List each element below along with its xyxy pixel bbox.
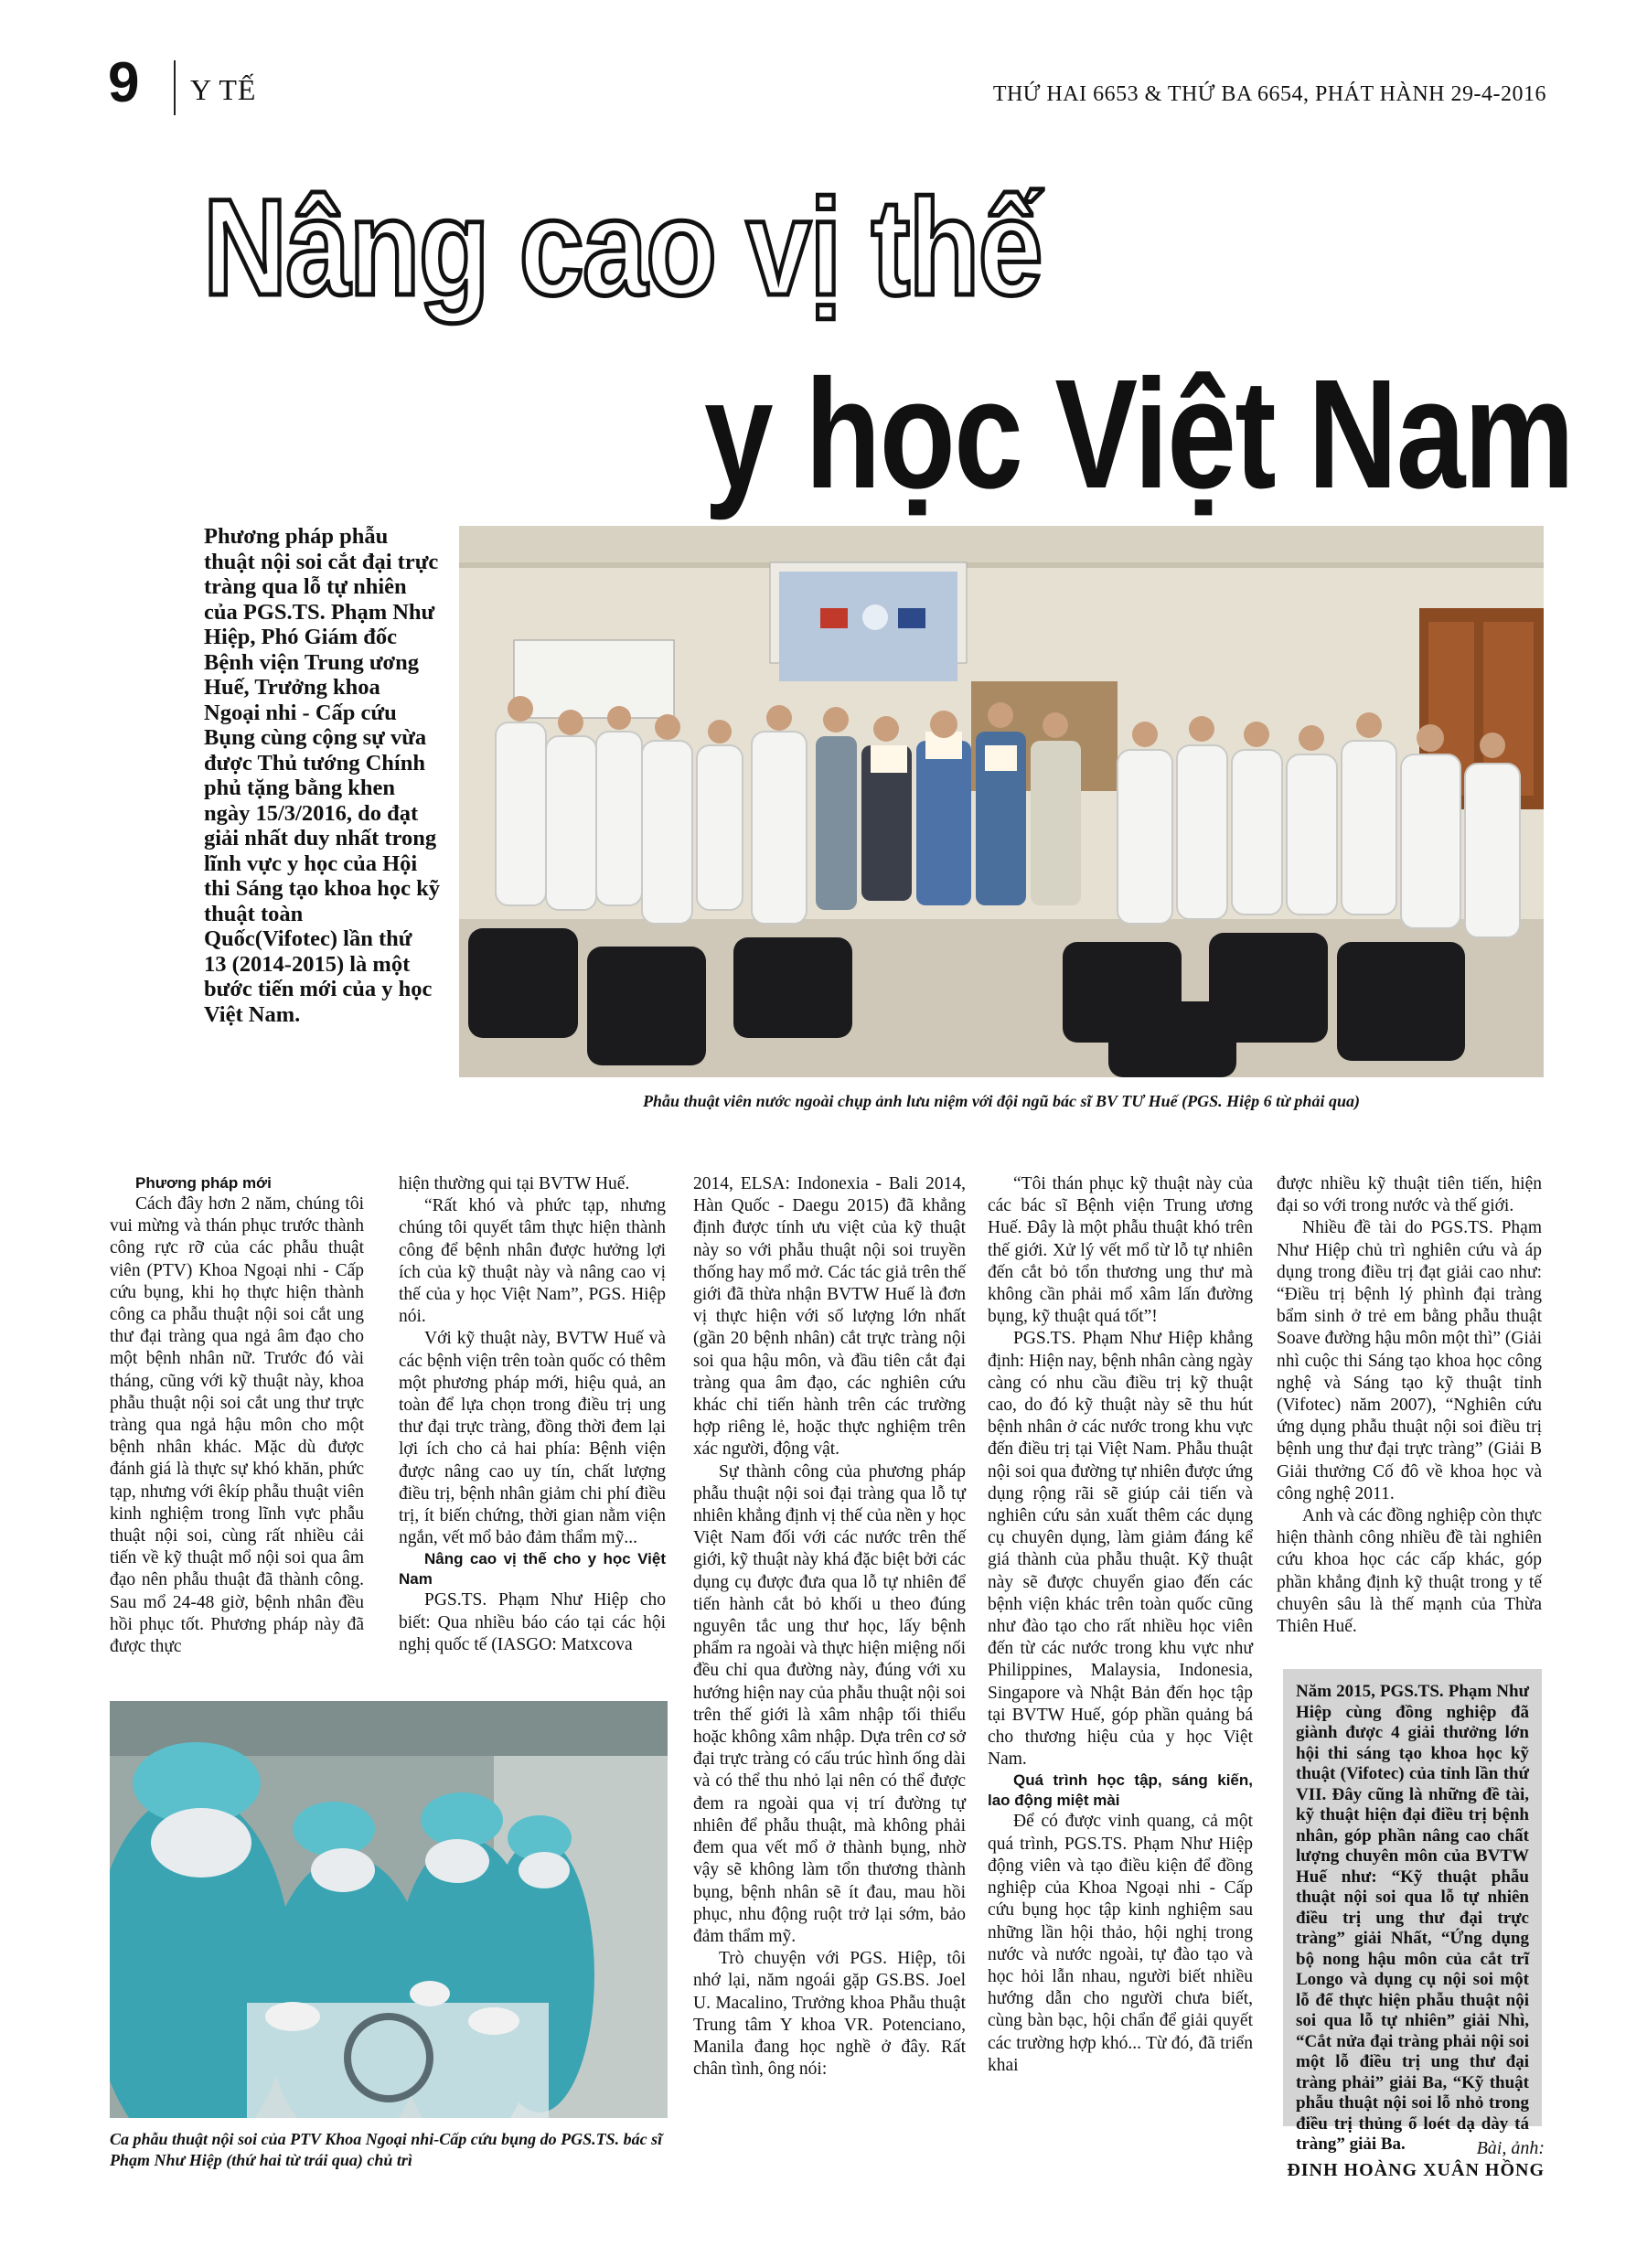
paragraph: 2014, ELSA: Indonexia - Bali 2014, Hàn Quốc - Daegu 2015) đã khẳng định được tính ưu việt của kỹ thuật này so với phẫu thuật nội soi truyền thống hay mổ mở. Các tác giả trên thế giới đã thừa nhận BVTW Huế là đơn vị thực hiện với số lượng lớn nhất (gần 20 bệnh nhân) cắt trực tràng nội soi qua hậu môn, và đầu tiên cắt đại tràng qua âm đạo, các nghiên cứu khác chỉ tiến hành trên các trường hợp riêng lẻ, hoặc thực nghiệm trên xác người, động vật. [693,1174,966,1460]
article-column-1 [110,1173,364,1658]
article-column-4 [988,1173,1253,2077]
group-photo-illustration [459,526,1544,1077]
paragraph: hiện thường qui tại BVTW Huế. [399,1174,630,1193]
group-photo [459,526,1544,1077]
byline-name: ĐINH HOÀNG XUÂN HỒNG [1287,2160,1545,2180]
surgery-photo-illustration [110,1701,668,2118]
award-sidebar: Năm 2015, PGS.TS. Phạm Như Hiệp cùng đồng nghiệp đã giành được 4 giải thưởng lớn hội thi sáng tạo khoa học kỹ thuật (Vifotec) của tỉnh lần thứ VII. Đây cũng là những đề tài, kỹ thuật hiện đại điều trị bệnh nhân, góp phần nâng cao chất lượng chuyên môn của BVTW Huế như: “Kỹ thuật phẫu thuật nội soi qua lỗ tự nhiên điều trị ung thư đại trực tràng” giải Nhất, “Ứng dụng bộ nong hậu môn của cắt trĩ Longo và dụng cụ nội soi một lỗ để thực hiện phẫu thuật nội soi qua lỗ tự nhiên” giải Nhì, “Cắt nửa đại tràng phải nội soi một lỗ điều trị ung thư đại tràng phải” giải Ba, “Kỹ thuật phẫu thuật nội soi lỗ nhỏ trong điều trị thủng ổ loét dạ dày tá tràng” giải Ba. [1283,1669,1542,2126]
paragraph: Nhiều đề tài do PGS.TS. Phạm Như Hiệp chủ trì nghiên cứu và áp dụng trong điều trị đạt giải cao như: “Điều trị bệnh lý phình đại tràng bẩm sinh ở trẻ em bằng phẫu thuật Soave đường hậu môn một thì” (Giải nhì cuộc thi Sáng tạo khoa học công nghệ và Sáng tạo kỹ thuật tỉnh (Vifotec) năm 2007), “Nghiên cứu ứng dụng phẫu thuật nội soi điều trị bệnh ung thư đại trực tràng” (Giải B Giải thưởng Cố đô về khoa học và công nghệ 2011. [1277,1218,1542,1503]
page-number: 9 [108,51,140,114]
article-column-5 [1277,1173,1542,1638]
paragraph: Cách đây hơn 2 năm, chúng tôi vui mừng và thán phục trước thành công rực rỡ của các phẫu thuật viên (PTV) Khoa Ngoại nhi - Cấp cứu bụng, khi họ thực hiện thành công ca phẫu thuật nội soi cắt ung thư đại tràng qua ngả âm đạo cho một bệnh nhân nữ. Trước đó vài tháng, cũng với kỹ thuật này, khoa phẫu thuật nội soi cắt ung thư trực tràng qua ngả hậu môn cho một bệnh nhân khác. Mặc dù được đánh giá là thực sự khó khăn, phức tạp, nhưng với êkíp phẫu thuật viên kinh nghiệm trong lĩnh vực phẫu thuật nội soi, cùng rất nhiều cải tiến về kỹ thuật mổ nội soi qua âm đạo nên phẫu thuật đã thành công. Sau mổ 24-48 giờ, bệnh nhân đều hồi phục tốt. Phương pháp này đã được thực [110,1194,364,1657]
paragraph: Sự thành công của phương pháp phẫu thuật nội soi đại tràng qua lỗ tự nhiên khẳng định vị thế của nền y học Việt Nam đối với các nước trên thế giới, kỹ thuật này khá đặc biệt bởi các dụng cụ được đưa qua lỗ tự nhiên để tiến hành cắt bỏ khối u theo đúng nguyên tắc ung thư học, lấy bệnh phẩm ra ngoài và thực hiện miệng nối đều chỉ qua đường này, đúng với xu hướng hiện nay của phẫu thuật nội soi trên thế giới là xâm nhập tối thiểu hoặc không xâm nhập. Dựa trên cơ sở đại trực tràng có cấu trúc hình ống dài và có thể thu nhỏ lại nên có thể được đem ra ngoài qua vị trí đường tự nhiên để phẫu thuật, mà không phải đem qua vết mổ ở thành bụng, nhờ vậy sẽ không làm tổn thương thành bụng, bệnh nhân sẽ ít đau, mau hồi phục, nhu động ruột trở lại sớm, bảo đảm thẩm mỹ. [693,1461,966,1946]
headline-line-1: Nâng cao vị thế [203,170,1042,324]
paragraph: PGS.TS. Phạm Như Hiệp cho biết: Qua nhiều báo cáo tại các hội nghị quốc tế (IASGO: Matxcova [399,1590,666,1654]
headline-line-2: y học Việt Nam [704,348,1574,521]
paragraph: “Rất khó và phức tạp, nhưng chúng tôi quyết tâm thực hiện thành công để bệnh nhân được hưởng lợi ích của kỹ thuật này và nâng cao vị thế của y học Việt Nam”, PGS. Hiệp nói. [399,1196,666,1327]
issue-info: THỨ HAI 6653 & THỨ BA 6654, PHÁT HÀNH 29-4-2016 [992,82,1546,106]
surgery-photo [110,1701,668,2118]
article-column-3 [693,1173,966,2081]
article-column-2 [399,1173,666,1656]
paragraph: Anh và các đồng nghiệp còn thực hiện thành công nhiều đề tài nghiên cứu khoa học các cấp khác, góp phần khẳng định kỹ thuật trong y tế chuyên sâu là thế mạnh của Thừa Thiên Huế. [1277,1506,1542,1637]
byline-label: Bài, ảnh: [1476,2138,1545,2158]
paragraph: Trò chuyện với PGS. Hiệp, tôi nhớ lại, năm ngoái gặp GS.BS. Joel U. Macalino, Trưởng khoa Phẫu thuật Trung tâm Y khoa VR. Potenciano, Manila đang học nghề ở đây. Rất chân tình, ông nói: [693,1949,966,2080]
paragraph: Để có được vinh quang, cả một quá trình, PGS.TS. Phạm Như Hiệp động viên và tạo điều kiện để đồng nghiệp của Khoa Ngoại nhi - Cấp cứu bụng học tập kinh nghiệm sau những lần hội thảo, hội nghị trong nước và nước ngoài, tự đào tạo và học hỏi lẫn nhau, người biết nhiều hướng dẫn cho người chưa biết, cùng bàn bạc, hội chẩn để giải quyết các trường hợp khó... Từ đó, đã triển khai [988,1812,1253,2075]
subheading: Quá trình học tập, sáng kiến, lao động miệt mài [988,1771,1253,1810]
lead-paragraph: Phương pháp phẫu thuật nội soi cắt đại trực tràng qua lỗ tự nhiên của PGS.TS. Phạm Như Hiệp, Phó Giám đốc Bệnh viện Trung ương Huế, Trưởng khoa Ngoại nhi - Cấp cứu Bụng cùng cộng sự vừa được Thủ tướng Chính phủ tặng bằng khen ngày 15/3/2016, do đạt giải nhất duy nhất trong lĩnh vực y học của Hội thi Sáng tạo khoa học kỹ thuật toàn Quốc(Vifotec) lần thứ 13 (2014-2015) là một bước tiến mới của y học Việt Nam. [204,524,441,1027]
group-photo-caption: Phẫu thuật viên nước ngoài chụp ảnh lưu niệm với đội ngũ bác sĩ BV TƯ Huế (PGS. Hiệp 6 từ phải qua) [643,1092,1360,1110]
subheading: Phương pháp mới [135,1174,272,1192]
subheading: Nâng cao vị thế cho y học Việt Nam [399,1550,666,1589]
section-label: Y TẾ [190,73,257,106]
header-divider [174,60,176,115]
paragraph: “Tôi thán phục kỹ thuật này của các bác sĩ Bệnh viện Trung ương Huế. Đây là một phẫu thuật khó trên thế giới. Xử lý vết mổ từ lỗ tự nhiên đến cắt bỏ tổn thương ung thư mà không cần phải mổ xâm lấn đường bụng, kỹ thuật quá tốt”! [988,1174,1253,1327]
paragraph: được nhiều kỹ thuật tiên tiến, hiện đại so với trong nước và thế giới. [1277,1174,1542,1216]
paragraph: Với kỹ thuật này, BVTW Huế và các bệnh viện trên toàn quốc có thêm một phương pháp mới, hiệu quả, an toàn để lựa chọn trong điều trị ung thư đại trực tràng, đồng thời đem lại lợi ích cho cả hai phía: Bệnh viện được nâng cao uy tín, chất lượng điều trị, bệnh nhân giảm chi phí điều trị, ít biến chứng, thời gian nằm viện ngắn, vết mổ bảo đảm thẩm mỹ... [399,1329,666,1548]
surgery-photo-caption: Ca phẫu thuật nội soi của PTV Khoa Ngoại nhi-Cấp cứu bụng do PGS.TS. bác sĩ Phạm Như Hiệp (thứ hai từ trái qua) chủ trì [110,2130,663,2169]
paragraph: PGS.TS. Phạm Như Hiệp khẳng định: Hiện nay, bệnh nhân càng ngày càng có nhu cầu điều trị kỹ thuật cao, do đó kỹ thuật này sẽ thu hút bệnh nhân ở các nước trong khu vực đến điều trị tại Việt Nam. Phẫu thuật nội soi qua đường tự nhiên được ứng dụng rộng rãi sẽ giúp cải tiến và nghiên cứu sản xuất thêm các dụng cụ chuyên dụng, làm giảm đáng kể giá thành của phẫu thuật. Kỹ thuật này sẽ được chuyển giao đến các bệnh viện khác trên toàn quốc cũng như đào tạo cho rất nhiều học viên đến từ các nước trong khu vực như Philippines, Malaysia, Indonesia, Singapore và Nhật Bản đến học tập tại BVTW Huế, góp phần quảng bá cho thương hiệu của y học Việt Nam. [988,1329,1253,1770]
